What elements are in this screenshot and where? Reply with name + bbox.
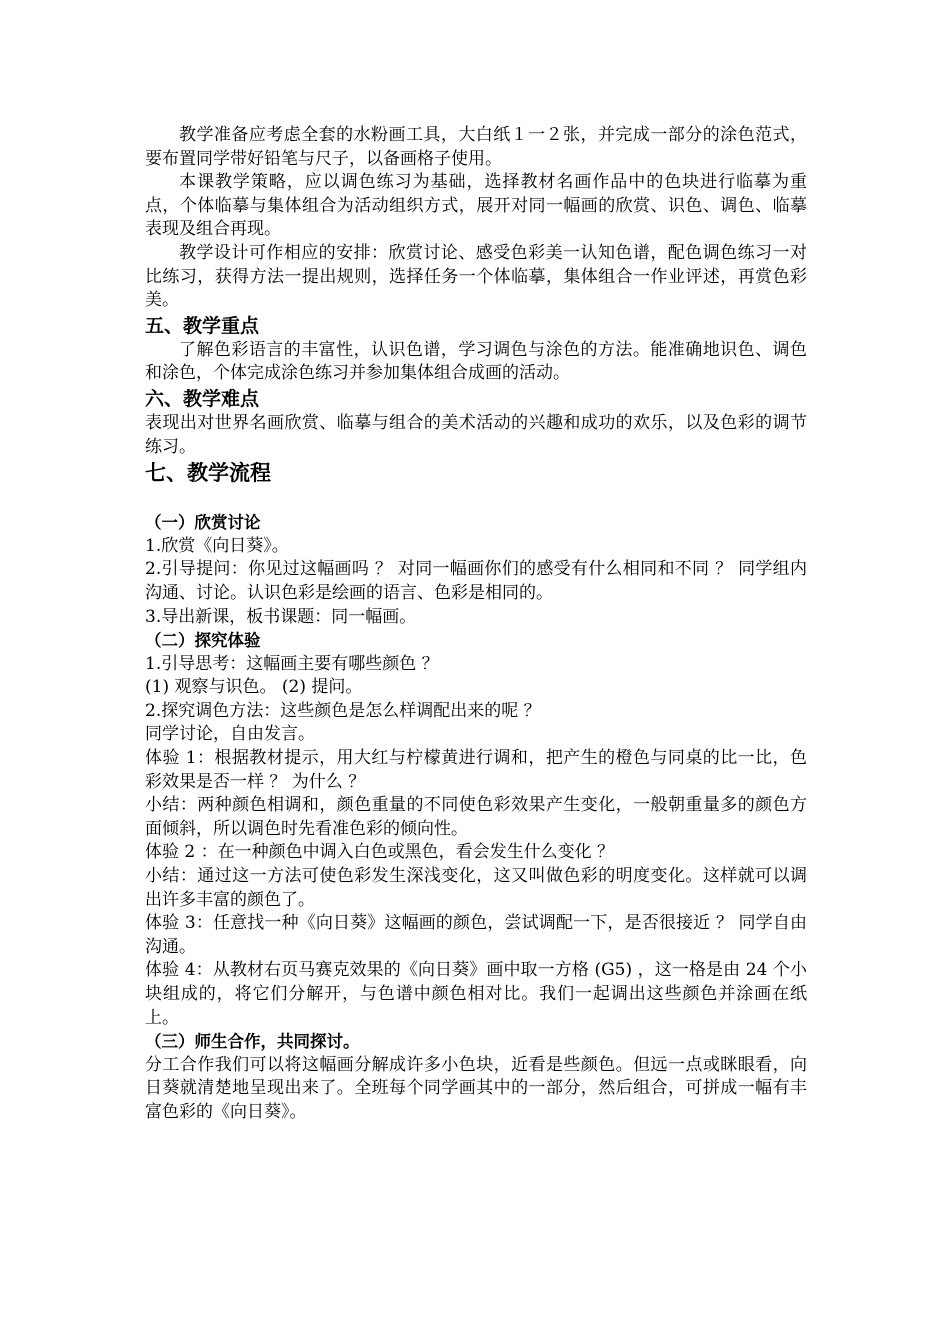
document-body [145,124,807,1125]
section-heading-teaching-process: 七、教学流程 [145,461,271,486]
appreciation-line: 3.导出新课，板书课题：同一幅画。 [145,606,417,627]
intro-paragraph-strategy: 本课教学策略，应以调色练习为基础，选择教材名画作品中的色块进行临摹为重点，个体临摹与集体组合为活动组织方式，展开对同一幅画的欣赏、识色、调色、临摹表现及组合再现。 [145,172,807,240]
appreciation-line: 2.引导提问：你见过这幅画吗 ？ 对同一幅画你们的感受有什么相同和不同 ？ 同学组内沟通、讨论。认识色彩是绘画的语言、色彩是相同的。 [145,559,807,603]
difficulties-text: 表现出对世界名画欣赏、临摹与组合的美术活动的兴趣和成功的欢乐，以及色彩的调节练习。 [145,412,807,457]
section-heading-difficulties: 六、教学难点 [145,387,260,410]
key-points-text: 了解色彩语言的丰富性，认识色谱，学习调色与涂色的方法。能准确地识色、调色和涂色，个体完成涂色练习并参加集体组合成画的活动。 [145,339,807,384]
subsection-heading-appreciation: （一）欣赏讨论 [145,513,261,533]
intro-paragraph-design: 教学设计可作相应的安排：欣赏讨论、感受色彩美一认知色谱，配色调色练习一对比练习，获得方法一提出规则，选择任务一个体临摹，集体组合一作业评述，再赏色彩美。 [145,242,807,311]
exploration-line: 2.探究调色方法：这些颜色是怎么样调配出来的呢 ？ [145,700,541,721]
exploration-line: 体验 4：从教材右页马赛克效果的《向日葵》画中取一方格 (G5) ，这一格是由 24 个小块组成的，将它们分解开，与色谱中颜色相对比。我们一起调出这些颜色并涂画在纸上。 [145,960,807,1028]
intro-paragraph-preparation: 教学准备应考虑全套的水粉画工具，大白纸１一２张，并完成一部分的涂色范式，要布置同学带好铅笔与尺子，以备画格子使用。 [145,125,807,169]
exploration-line: 1.引导思考：这幅画主要有哪些颜色 ？ [145,653,439,674]
exploration-line: (1) 观察与识色。 (2) 提问。 [145,677,363,698]
exploration-line: 小结：两种颜色相调和，颜色重量的不同使色彩效果产生变化，一般朝重量多的颜色方面倾斜，所以调色时先看准色彩的倾向性。 [145,795,807,839]
appreciation-line: 1.欣赏《向日葵》。 [145,535,289,556]
exploration-line: 体验 3：任意找一种《向日葵》这幅画的颜色，尝试调配一下，是否很接近 ？ 同学自由沟通。 [145,913,807,957]
subsection-heading-cooperation: （三）师生合作，共同探讨。 [145,1032,360,1052]
spacer [145,487,807,511]
exploration-line: 体验 1：根据教材提示，用大红与柠檬黄进行调和，把产生的橙色与同桌的比一比，色彩效果是否一样 ？ 为什么 ？ [145,748,807,792]
exploration-line: 小结：通过这一方法可使色彩发生深浅变化，这又叫做色彩的明度变化。这样就可以调出许多丰富的颜色了。 [145,866,807,910]
exploration-line: 体验 2 ：在一种颜色中调入白色或黑色，看会发生什么变化 ？ [145,842,615,863]
section-heading-key-points: 五、教学重点 [145,314,260,337]
exploration-line: 同学讨论，自由发言。 [145,724,315,745]
cooperation-text: 分工合作我们可以将这幅画分解成许多小色块，近看是些颜色。但远一点或眯眼看，向日葵就清楚地呈现出来了。全班每个同学画其中的一部分，然后组合，可拼成一幅有丰富色彩的《向日葵》。 [145,1054,807,1122]
subsection-heading-exploration: （二）探究体验 [145,631,261,651]
